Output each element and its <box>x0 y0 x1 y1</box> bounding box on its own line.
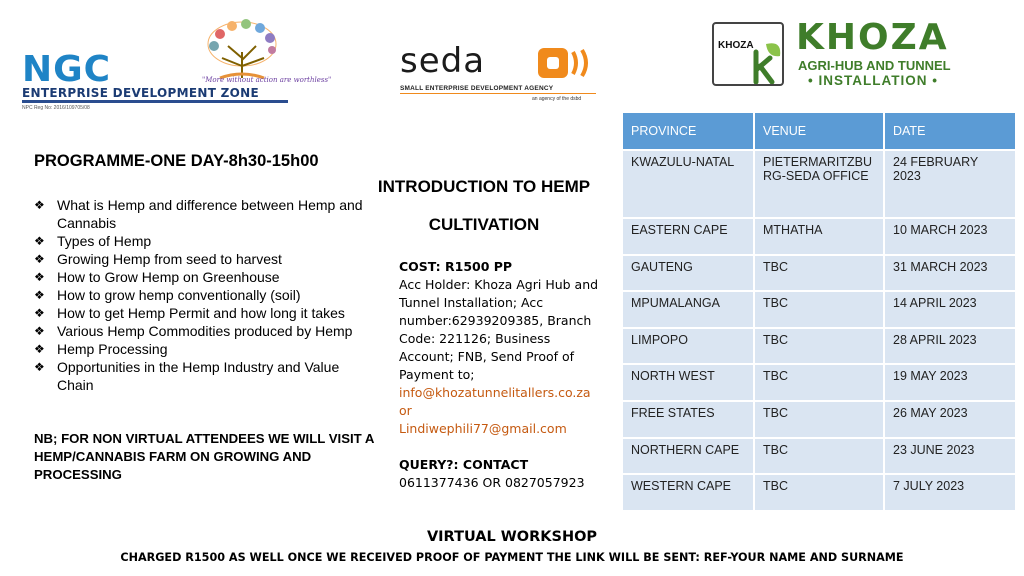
table-row <box>623 219 1015 254</box>
date-cell: 31 MARCH 2023 <box>885 256 1015 291</box>
province-cell: GAUTENG <box>623 256 753 291</box>
contact-numbers: 0611377436 OR 0827057923 <box>399 475 585 490</box>
column-header-venue: VENUE <box>755 113 883 149</box>
venue-cell: TBC <box>755 256 883 291</box>
list-item: ❖ What is Hemp and difference between Hemp and Cannabis <box>34 197 363 231</box>
list-item: ❖ Opportunities in the Hemp Industry and Value Chain <box>34 359 340 393</box>
date-cell: 14 APRIL 2023 <box>885 292 1015 327</box>
province-cell: NORTH WEST <box>623 365 753 400</box>
khoza-emblem-word: KHOZA <box>718 40 754 51</box>
schedule-table <box>621 111 1017 512</box>
date-cell: 19 MAY 2023 <box>885 365 1015 400</box>
bank-details: Acc Holder: Khoza Agri Hub and Tunnel Installation; Acc number:62939209385, Branch Code: 221126; Business Account; FNB, Send Proof of Payment to; <box>399 277 599 382</box>
ngc-reg-number: NPC Reg No: 2016/109705/08 <box>22 105 90 111</box>
date-cell: 23 JUNE 2023 <box>885 439 1015 474</box>
venue-cell: TBC <box>755 439 883 474</box>
table-row <box>623 365 1015 400</box>
table-row <box>623 402 1015 437</box>
programme-title: PROGRAMME-ONE DAY-8h30-15h00 <box>34 152 319 170</box>
list-item: ❖ How to grow hemp conventionally (soil) <box>34 287 301 303</box>
diamond-bullet-icon: ❖ <box>34 252 45 266</box>
cost-label: COST: R1500 PP <box>399 259 513 274</box>
khoza-emblem <box>712 22 784 86</box>
list-item: ❖ Hemp Processing <box>34 341 168 357</box>
diamond-bullet-icon: ❖ <box>34 288 45 302</box>
table-row <box>623 292 1015 327</box>
diamond-bullet-icon: ❖ <box>34 198 45 212</box>
diamond-bullet-icon: ❖ <box>34 270 45 284</box>
venue-cell: TBC <box>755 365 883 400</box>
khoza-subtitle-line2: • INSTALLATION • <box>808 73 938 88</box>
khoza-logo <box>710 17 1010 90</box>
ngc-tagline: "More without action are worthless" <box>202 76 332 84</box>
email-link-secondary[interactable]: Lindiwephili77@gmail.com <box>399 421 567 436</box>
email-link-primary[interactable]: info@khozatunnelitallers.co.za or <box>399 385 591 418</box>
list-item: ❖ How to get Hemp Permit and how long it takes <box>34 305 345 321</box>
seda-logo <box>398 41 598 106</box>
date-cell: 24 FEBRUARY 2023 <box>885 151 1015 217</box>
table-row <box>623 256 1015 291</box>
khoza-subtitle-line1: AGRI-HUB AND TUNNEL <box>798 58 951 73</box>
ngc-letters: NGC <box>22 49 112 90</box>
date-cell: 7 JULY 2023 <box>885 475 1015 510</box>
table-row <box>623 329 1015 364</box>
ngc-divider <box>22 100 288 103</box>
diamond-bullet-icon: ❖ <box>34 360 45 374</box>
table-row <box>623 151 1015 217</box>
province-cell: WESTERN CAPE <box>623 475 753 510</box>
seda-divider <box>400 93 596 94</box>
province-cell: NORTHERN CAPE <box>623 439 753 474</box>
list-item: ❖ Various Hemp Commodities produced by Hemp <box>34 323 353 339</box>
diamond-bullet-icon: ❖ <box>34 234 45 248</box>
seda-subtitle: SMALL ENTERPRISE DEVELOPMENT AGENCY <box>400 85 554 92</box>
virtual-workshop-title: VIRTUAL WORKSHOP <box>426 529 598 545</box>
seda-wordmark: seda <box>400 41 486 81</box>
province-cell: LIMPOPO <box>623 329 753 364</box>
table-header-row <box>623 113 1015 149</box>
nb-note: NB; FOR NON VIRTUAL ATTENDEES WE WILL VISIT A HEMP/CANNABIS FARM ON GROWING AND PROCESSING <box>34 431 374 482</box>
ngc-subtitle: ENTERPRISE DEVELOPMENT ZONE <box>22 86 260 100</box>
seda-signal-icon <box>538 48 594 78</box>
programme-list <box>34 196 374 394</box>
province-cell: EASTERN CAPE <box>623 219 753 254</box>
course-title <box>364 168 604 244</box>
khoza-title: KHOZA <box>796 17 949 58</box>
virtual-workshop-note: CHARGED R1500 AS WELL ONCE WE RECEIVED PROOF OF PAYMENT THE LINK WILL BE SENT: REF-YOUR NAME AND SURNAME <box>120 551 904 564</box>
column-header-province: PROVINCE <box>623 113 753 149</box>
venue-cell: MTHATHA <box>755 219 883 254</box>
venue-cell: TBC <box>755 402 883 437</box>
diamond-bullet-icon: ❖ <box>34 306 45 320</box>
table-row <box>623 439 1015 474</box>
venue-cell: TBC <box>755 329 883 364</box>
payment-info <box>399 258 599 492</box>
date-cell: 10 MARCH 2023 <box>885 219 1015 254</box>
province-cell: FREE STATES <box>623 402 753 437</box>
list-item: ❖ Types of Hemp <box>34 233 152 249</box>
venue-cell: TBC <box>755 475 883 510</box>
table-row <box>623 475 1015 510</box>
column-header-date: DATE <box>885 113 1015 149</box>
diamond-bullet-icon: ❖ <box>34 324 45 338</box>
date-cell: 26 MAY 2023 <box>885 402 1015 437</box>
course-title-line1: INTRODUCTION TO HEMP <box>377 177 591 196</box>
seda-agency-note: an agency of the dsbd <box>532 96 582 102</box>
venue-cell: PIETERMARITZBURG-SEDA OFFICE <box>755 151 883 217</box>
date-cell: 28 APRIL 2023 <box>885 329 1015 364</box>
list-item: ❖ Growing Hemp from seed to harvest <box>34 251 282 267</box>
province-cell: KWAZULU-NATAL <box>623 151 753 217</box>
ngc-logo <box>6 6 332 111</box>
province-cell: MPUMALANGA <box>623 292 753 327</box>
leaf-k-icon <box>744 38 784 84</box>
diamond-bullet-icon: ❖ <box>34 342 45 356</box>
list-item: ❖ How to Grow Hemp on Greenhouse <box>34 269 280 285</box>
query-label: QUERY?: CONTACT <box>399 457 529 472</box>
course-title-line2: CULTIVATION <box>428 215 540 234</box>
venue-cell: TBC <box>755 292 883 327</box>
